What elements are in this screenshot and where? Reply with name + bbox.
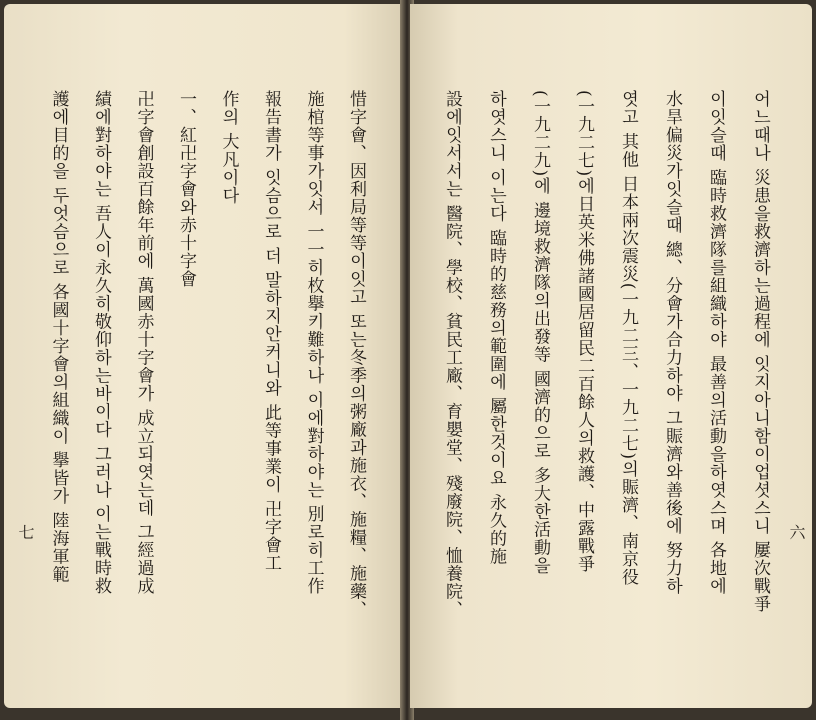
- page-number: 七: [16, 524, 35, 540]
- left-page: [4, 4, 404, 708]
- text-column: 報告書가 잇슴으로 더 말하지안커니와 此等事業이 卍字會工: [261, 90, 281, 573]
- text-column: 作의 大凡이다: [218, 90, 239, 205]
- text-column: (一九二七)에日英米佛諸國居留民二百餘人의救護、中露戰爭: [574, 90, 594, 574]
- right-page-text: [430, 90, 782, 690]
- page-number: 六: [787, 524, 806, 540]
- right-page: [410, 4, 812, 708]
- left-page-text: [38, 90, 378, 690]
- text-column: (一九二九)에 邊境救濟隊의出發等 國濟的으로 多大한活動을: [530, 90, 550, 575]
- text-column: 이잇슬때 臨時救濟隊를組織하야 最善의活動을하엿스며 各地에: [706, 90, 726, 596]
- text-column: 卍字會創設百餘年前에 萬國赤十字會가 成立되엿는데 그經過成: [133, 90, 154, 596]
- text-column: 施棺等事가잇서 一一히枚擧키難하나 이에對하야는 別로히工作: [303, 90, 324, 596]
- text-column: 護에目的을 두엇슴으로 各國十字會의組織이 擧皆가 陸海軍範: [48, 90, 69, 584]
- text-column: 水旱偏災가잇슬때 總、分會가合力하야 그賑濟와善後에 努力하: [662, 90, 682, 596]
- text-column: 어느때나 災患을救濟하는過程에 잇지아니함이업셧스니 屢次戰爭: [750, 90, 770, 614]
- text-column: 하엿스니 이는다 臨時的慈務의範圍에 屬한것이요 永久的施: [486, 90, 506, 566]
- text-column: 惜字會、因利局等等이잇고 또는冬季의粥廠과施衣、施糧、施藥、: [346, 90, 366, 619]
- section-heading: 一、紅卍字會와赤十字會: [176, 90, 196, 288]
- text-column: 績에對하야는 吾人이永久히敬仰하는바이다 그러나 이는戰時救: [91, 90, 111, 596]
- text-column: 設에잇서서는 醫院、學校、貧民工廠、育嬰堂、殘廢院、恤養院、: [442, 90, 462, 619]
- text-column: 엿고 其他 日本兩次震災(一九二三、一九二七)의賑濟、南京役: [618, 90, 638, 587]
